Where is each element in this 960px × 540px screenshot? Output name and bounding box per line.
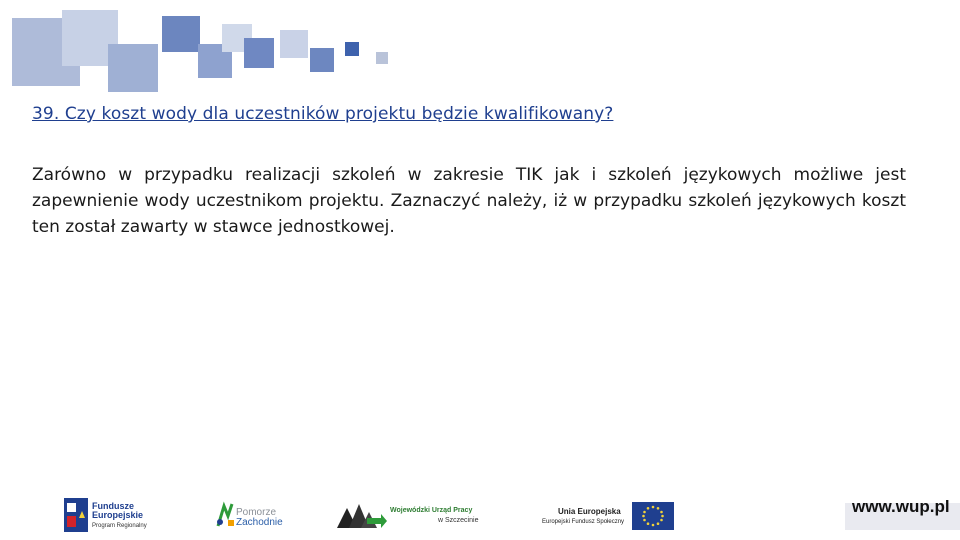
decor-square bbox=[376, 52, 388, 64]
eu-flag-icon bbox=[632, 502, 674, 530]
wup-emblem-icon bbox=[337, 500, 387, 530]
answer-text: Zarówno w przypadku realizacji szkoleń w zakresie TIK jak i szkoleń językowych możliwe jest zapewnienie wody uczestnikom projektu. Zaznaczyć należy, iż w przypadku szkoleń językowych koszt ten został zawarty w stawce jednostkowej. bbox=[32, 165, 906, 237]
wup-logo-text: Wojewódzki Urząd Pracy w Szczecinie bbox=[390, 507, 479, 524]
decor-square bbox=[310, 48, 334, 72]
decor-square bbox=[280, 30, 308, 58]
fe-logo-text: Fundusze Europejskie Program Regionalny bbox=[92, 501, 147, 529]
pomorze-logo-text: Pomorze Zachodnie bbox=[236, 507, 283, 528]
pomorze-emblem-icon bbox=[214, 500, 236, 530]
decor-square bbox=[108, 44, 158, 92]
decor-square bbox=[244, 38, 274, 68]
website-link[interactable]: www.wup.pl bbox=[852, 497, 950, 516]
decor-square bbox=[162, 16, 200, 52]
decor-square bbox=[345, 42, 359, 56]
fe-emblem-icon bbox=[64, 498, 88, 532]
ue-logo-text: Unia Europejska Europejski Fundusz Społeczny bbox=[542, 507, 625, 525]
question-heading[interactable]: 39. Czy koszt wody dla uczestników projektu będzie kwalifikowany? bbox=[32, 104, 614, 124]
